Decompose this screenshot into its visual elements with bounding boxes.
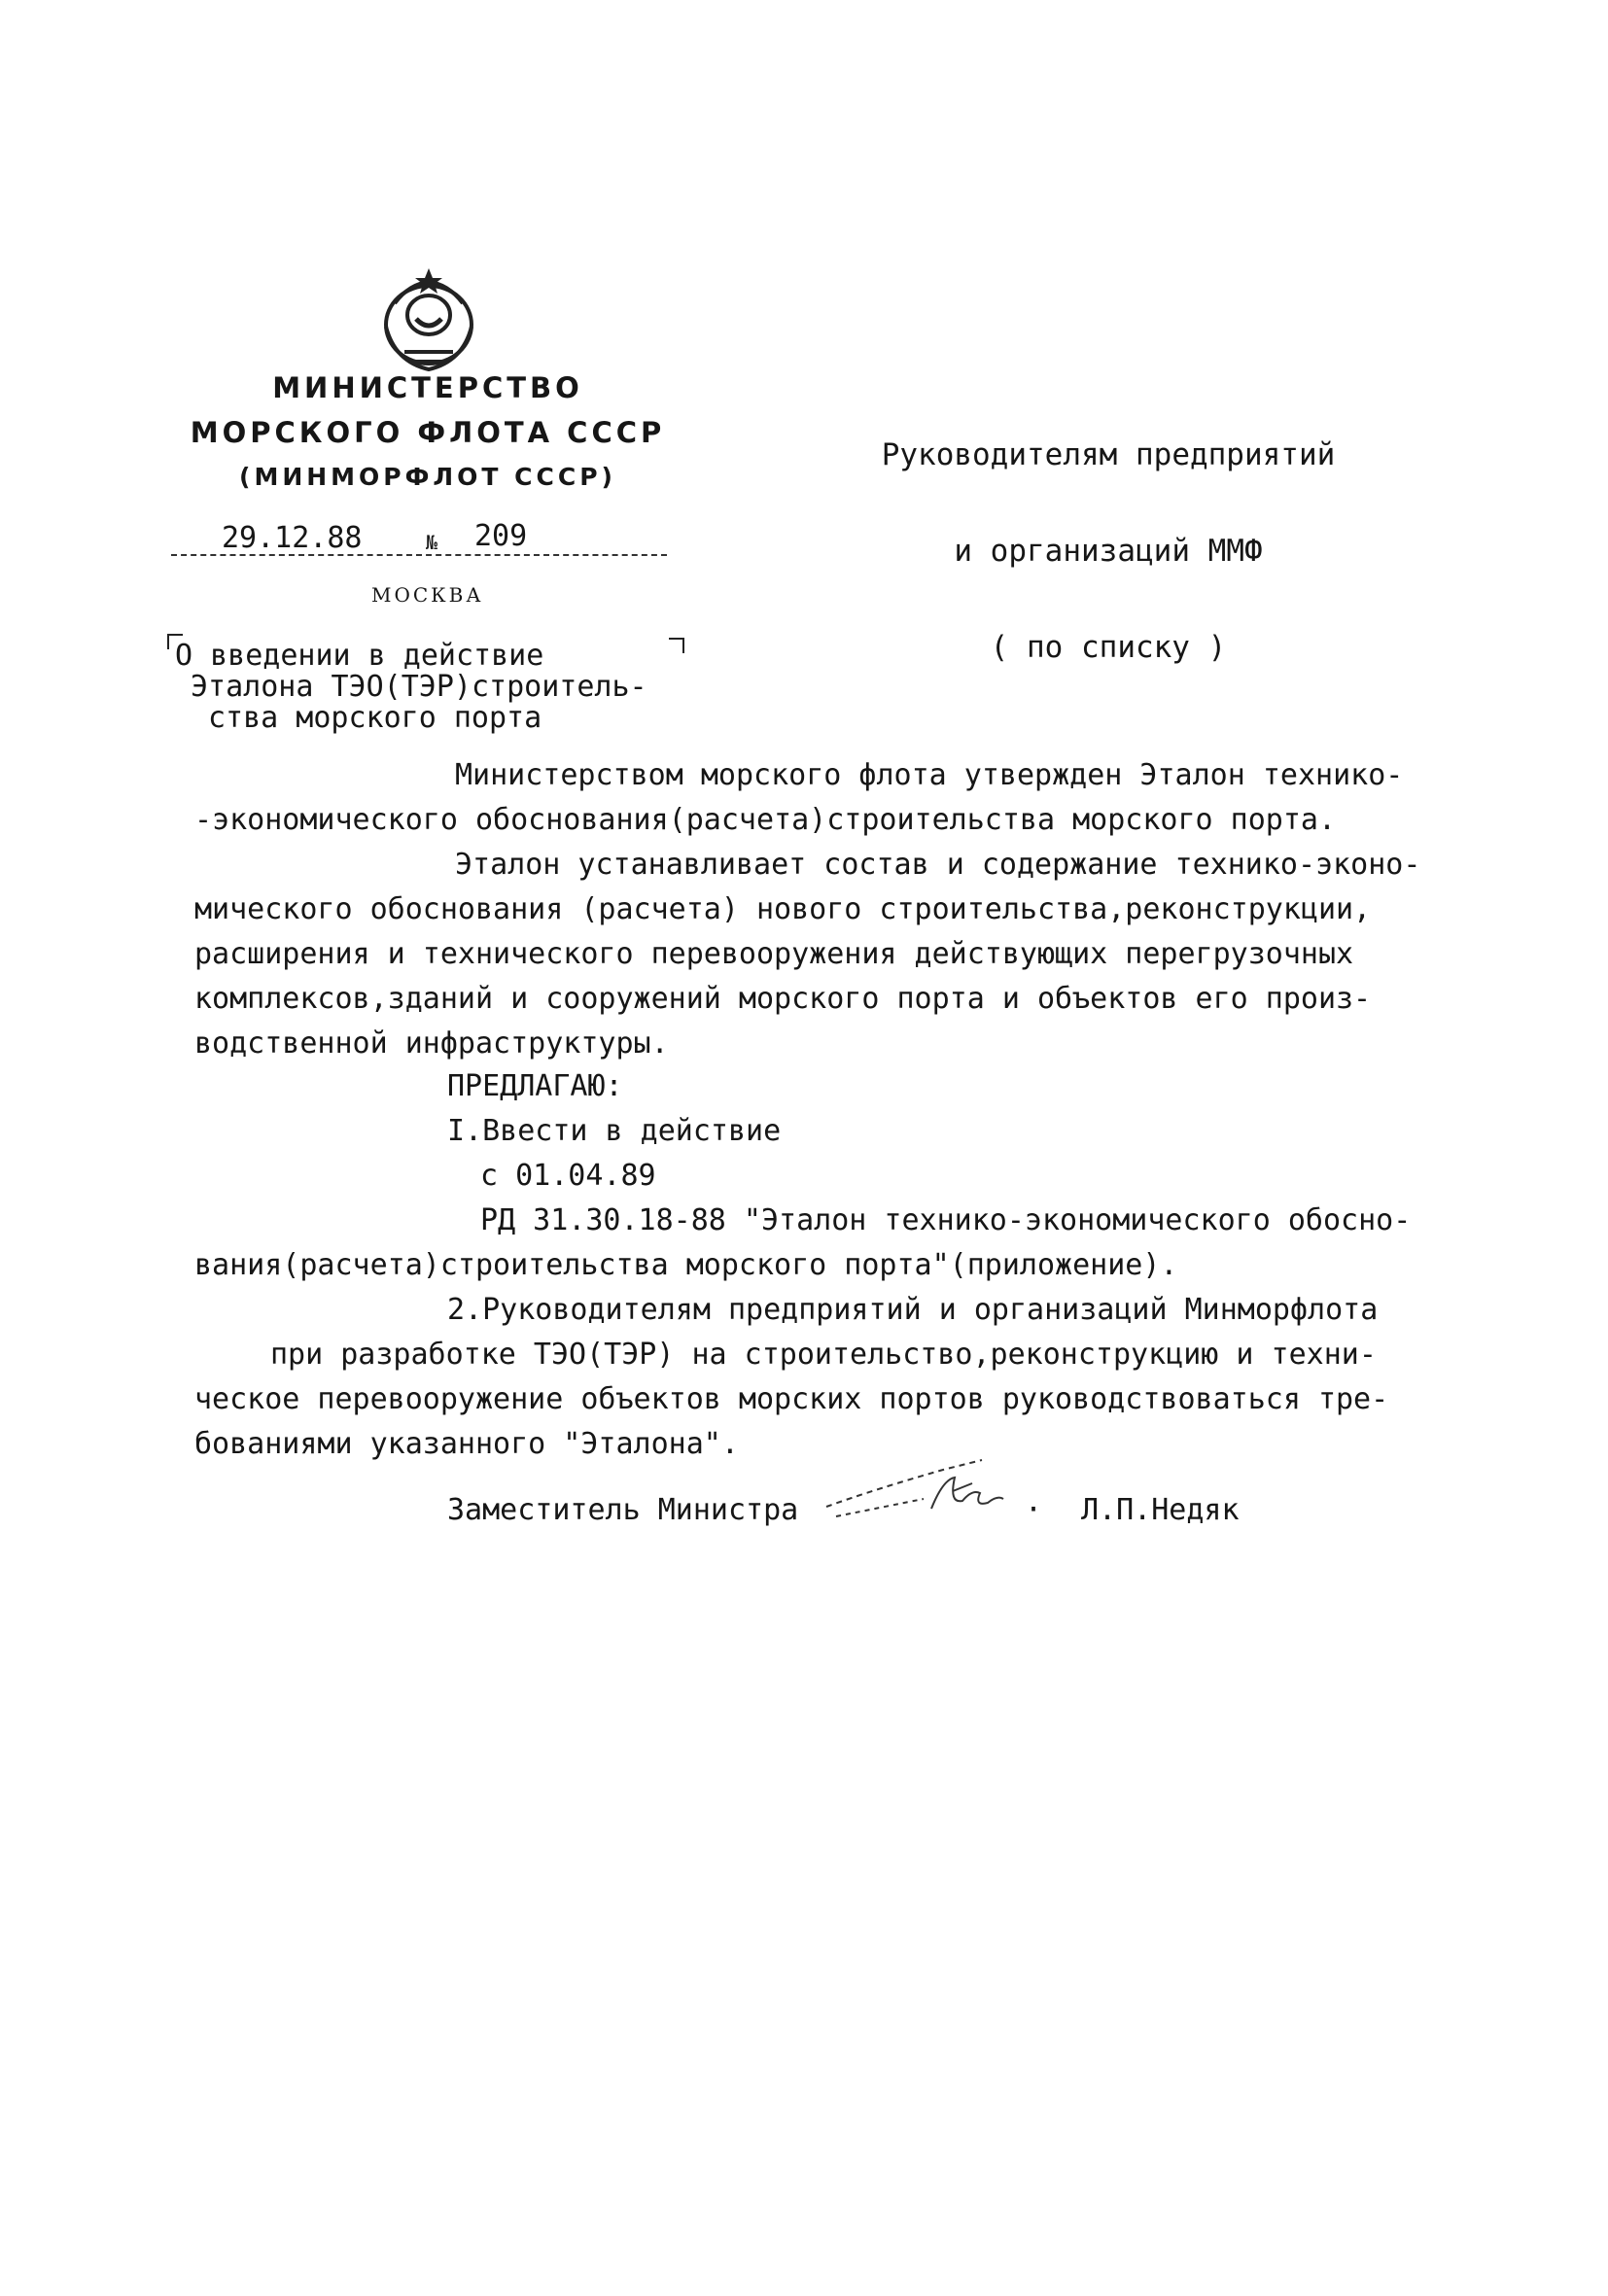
item2-line4: бованиями указанного "Эталона". (194, 1427, 739, 1461)
paragraph2-line2: мического обоснования (расчета) нового строительства,реконструкции, (194, 892, 1372, 926)
item2-line1: 2.Руководителям предприятий и организаций Минморфлота (447, 1293, 1379, 1327)
issue-city: МОСКВА (371, 583, 484, 607)
paragraph2-line5: водственной инфраструктуры. (194, 1026, 669, 1061)
subject-line2: Эталона ТЭО(ТЭР)строитель- (191, 670, 647, 704)
paragraph2-line4: комплексов,зданий и сооружений морского порта и объектов его произ- (194, 982, 1372, 1016)
subject-line1: О введении в действие (175, 639, 544, 673)
item2-line3: ческое перевооружение объектов морских портов руководствоваться тре- (194, 1382, 1389, 1416)
signatory-name: Л.П.Недяк (1081, 1493, 1240, 1527)
paragraph2-line3: расширения и технического перевооружения действующих перегрузочных (194, 937, 1354, 971)
number-sign: № (426, 531, 438, 554)
ministry-abbreviation: (МИНМОРФЛОТ СССР) (239, 463, 616, 491)
document-date: 29.12.88 (222, 521, 363, 555)
paragraph1-line2: -экономического обоснования(расчета)строительства морского порта. (194, 803, 1336, 837)
item1-line4: вания(расчета)строительства морского порта"(приложение). (194, 1248, 1178, 1282)
subject-line3: ства морского порта (208, 701, 542, 735)
paragraph1-line1: Министерством морского флота утвержден Эталон технико- (455, 758, 1404, 792)
item1-line1: I.Ввести в действие (447, 1114, 782, 1148)
propose-heading: ПРЕДЛАГАЮ: (447, 1069, 623, 1103)
signatory-title: Заместитель Министра (447, 1493, 799, 1527)
paragraph2-line1: Эталон устанавливает состав и содержание технико-эконо- (455, 848, 1421, 882)
ministry-name-line1: МИНИСТЕРСТВО (272, 371, 583, 404)
subject-bracket-right (669, 638, 684, 653)
addressee-block (856, 375, 1361, 696)
state-emblem-icon (366, 264, 492, 379)
addressee-line1: Руководителям предприятий (881, 437, 1336, 472)
ministry-name-line2: МОРСКОГО ФЛОТА СССР (190, 416, 666, 449)
signature-dot: · (1025, 1493, 1043, 1527)
addressee-line3: ( по списку ) (990, 630, 1227, 665)
addressee-line2: и организаций ММФ (954, 534, 1263, 569)
item1-line2: с 01.04.89 (480, 1159, 656, 1193)
item1-line3: РД 31.30.18-88 "Эталон технико-экономического обосно- (480, 1203, 1412, 1237)
item2-line2: при разработке ТЭО(ТЭР) на строительство,реконструкцию и техни- (270, 1338, 1377, 1372)
handwritten-signature-icon (817, 1450, 1021, 1528)
document-number: 209 (474, 519, 528, 553)
